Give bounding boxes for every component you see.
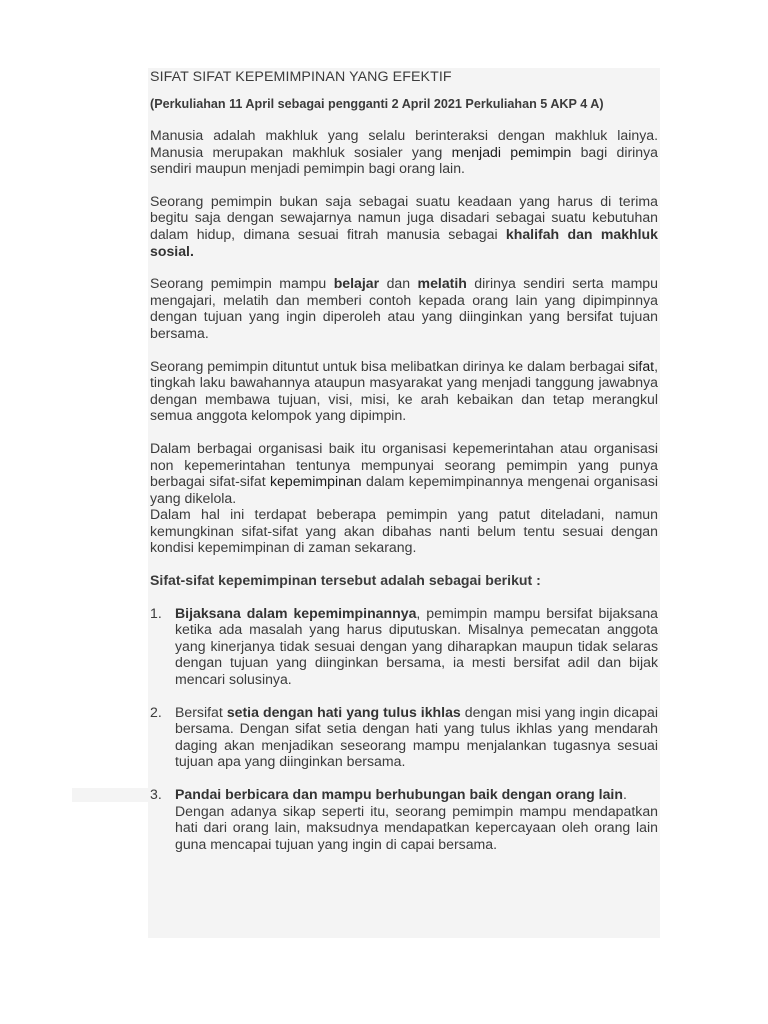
paragraph-5 xyxy=(150,440,658,556)
paragraph-3-bold-belajar: belajar xyxy=(333,275,380,292)
list-item-prefix: Bersifat xyxy=(175,703,227,720)
list-item-bold: Bijaksana dalam kepemimpinannya xyxy=(175,604,417,621)
paragraph-4 xyxy=(150,358,658,424)
paragraph-3-bold-melatih: melatih xyxy=(417,275,467,292)
paragraph-5-text-c: Dalam hal ini terdapat beberapa pemimpin yang patut diteladani, namun kemungkinan sifat-sifat yang akan dibahas nanti belum tentu sesuai dengan kondisi kepemimpinan di zaman sekarang. xyxy=(150,506,658,556)
paragraph-3-text-b: dan xyxy=(379,275,418,292)
list-item-bold: Pandai berbicara dan mampu berhubungan baik dengan orang lain xyxy=(175,786,623,802)
paragraph-3 xyxy=(150,275,658,341)
list-heading: Sifat-sifat kepemimpinan tersebut adalah sebagai berikut : xyxy=(150,572,541,589)
document-content xyxy=(150,68,658,868)
paragraph-2 xyxy=(150,193,658,259)
paragraph-4-text-b: , tingkah laku bawahannya ataupun masyarakat yang menjadi tanggung jawabnya dengan membawa tujuan, visi, misi, ke arah kebaikan dan tetap merangkul semua anggota kelompok yang dipimpin. xyxy=(150,357,658,424)
list-item-number: 1. xyxy=(150,604,162,621)
paragraph-1-text-a: Manusia adalah makhluk yang selalu berinteraksi dengan makhluk lainya. Manusia merupakan makhluk sosialer yang xyxy=(150,127,658,160)
list-item xyxy=(150,786,658,852)
list-item xyxy=(150,605,658,688)
list-item-number: 3. xyxy=(150,786,162,802)
list-item-text: . xyxy=(622,786,627,802)
paragraph-5-text-a: Dalam berbagai organisasi baik itu organisasi kepemerintahan atau organisasi non kepemerintahan tentunya mempunyai seorang pemimpin yang punya berbagai sifat-sifat xyxy=(150,439,658,490)
list-item-text: , pemimpin mampu bersifat bijaksana ketika ada masalah yang harus diputuskan. Misalnya pemecatan anggota yang kinerjanya tidak sesuai dengan yang diharapkan maupun tidak selaras dengan tujuan yang diinginkan bersama, ia mesti bersifat adil dan bijak mencari solusinya. xyxy=(175,604,659,688)
document-subtitle: (Perkuliahan 11 April sebagai pengganti 2 April 2021 Perkuliahan 5 AKP 4 A) xyxy=(150,97,604,111)
document-title: SIFAT SIFAT KEPEMIMPINAN YANG EFEKTIF xyxy=(150,69,452,85)
link-sifat[interactable]: sifat xyxy=(628,357,655,374)
link-kepemimpinan[interactable]: kepemimpinan xyxy=(269,473,362,490)
list-item-extra-text: Dengan adanya sikap seperti itu, seorang pemimpin mampu mendapatkan hati dari orang lain, maksudnya mendapatkan kepercayaan oleh orang lain guna mencapai tujuan yang ingin di capai bersama. xyxy=(175,802,658,852)
paragraph-3-text-a: Seorang pemimpin mampu xyxy=(150,275,334,292)
paragraph-4-text-a: Seorang pemimpin dituntut untuk bisa melibatkan dirinya ke dalam berbagai xyxy=(150,357,629,374)
paragraph-1 xyxy=(150,127,658,177)
list-item-number: 2. xyxy=(150,703,162,720)
link-menjadi-pemimpin[interactable]: menjadi pemimpin xyxy=(451,143,572,160)
paragraph-2-text-a: Seorang pemimpin bukan saja sebagai suatu keadaan yang harus di terima begitu saja dengan sewajarnya namun juga disadari sebagai suatu kebutuhan dalam hidup, dimana sesuai fitrah manusia sebagai xyxy=(150,192,658,242)
traits-list xyxy=(150,605,658,853)
paragraph-3-text-c: dirinya sendiri serta mampu mengajari, melatih dan memberi contoh kepada orang lain yang dipimpinnya dengan tujuan yang ingin diperoleh atau yang diinginkan yang bersifat tujuan bersama. xyxy=(150,275,658,341)
paragraph-2-bold: khalifah dan makhluk sosial. xyxy=(150,225,659,259)
paragraph-5-text-b: dalam kepemimpinannya mengenai organisasi yang dikelola. xyxy=(150,473,658,506)
list-item xyxy=(150,704,658,770)
list-item-bold: setia dengan hati yang tulus ikhlas xyxy=(226,703,461,720)
paragraph-1-text-b: bagi dirinya sendiri maupun menjadi pemimpin bagi orang lain. xyxy=(150,143,659,177)
list-item-text: dengan misi yang ingin dicapai bersama. Dengan sifat setia dengan hati yang tulus ikhlas yang mendarah daging akan menjadikan seseorang mampu menjalankan tugasnya sesuai tujuan apa yang diinginkan bersama. xyxy=(175,703,658,770)
